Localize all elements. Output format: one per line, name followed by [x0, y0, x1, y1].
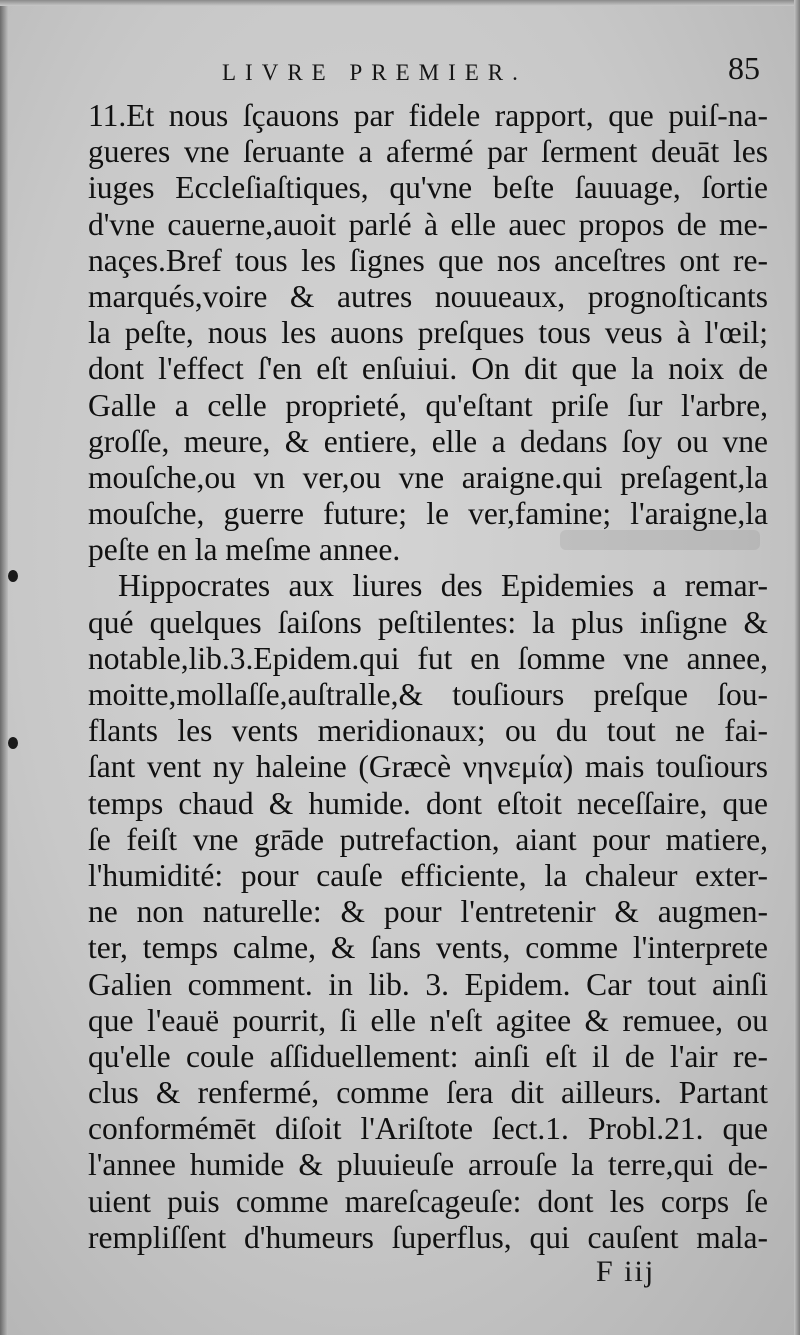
- text-line: peſte en la meſme annee.: [88, 532, 401, 568]
- text-line: naçes.Bref tous les ſignes que nos anceſtres ont re-: [88, 242, 768, 278]
- page-left-edge: [0, 0, 8, 1335]
- page-top-edge: [0, 0, 800, 6]
- text-line: ne non naturelle: & pour l'entretenir & augmen-: [88, 894, 768, 930]
- text-line: iuges Eccleſiaſtiques, qu'vne beſte ſauuage, ſortie: [88, 170, 768, 206]
- text-line: notable,lib.3.Epidem.qui fut en ſomme vne annee,: [88, 640, 768, 676]
- text-line: conformémēt diſoit l'Ariſtote ſect.1. Probl.21. que: [88, 1111, 768, 1147]
- text-line: moitte,mollaſſe,auſtralle,& touſiours preſque ſou-: [88, 677, 768, 712]
- running-title: LIVRE PREMIER.: [222, 60, 527, 85]
- text-line: que l'eauë pourrit, ſi elle n'eſt agitee & remuee, ou: [88, 1002, 768, 1038]
- text-line: qué quelques ſaiſons peſtilentes: la plus inſigne &: [88, 604, 768, 640]
- text-line: Galien comment. in lib. 3. Epidem. Car tout ainſi: [88, 966, 768, 1002]
- page-right-edge: [794, 0, 800, 1335]
- text-line: l'humidité: pour cauſe efficiente, la chaleur exter-: [88, 857, 768, 893]
- paragraph-start-line: Hippocrates aux liures des Epidemies a remar-: [118, 568, 768, 604]
- text-line: l'annee humide & pluuieuſe arrouſe la terre,qui de-: [88, 1147, 768, 1183]
- text-line: clus & renfermé, comme ſera dit ailleurs. Partant: [88, 1075, 768, 1111]
- text-line: flants les vents meridionaux; ou du tout ne fai-: [88, 713, 768, 749]
- text-line: marqués,voire & autres nouueaux, prognoſticants: [88, 278, 768, 314]
- text-line: Galle a celle proprieté, qu'eſtant priſe ſur l'arbre,: [88, 387, 768, 423]
- binding-hole: [8, 737, 18, 749]
- binding-hole: [8, 570, 18, 582]
- text-line: la peſte, nous les auons preſques tous veus à l'œil;: [88, 315, 768, 351]
- text-line: uient puis comme mareſcageuſe: dont les corps ſe: [88, 1183, 768, 1219]
- text-line: temps chaud & humide. dont eſtoit neceſſaire, que: [88, 785, 768, 821]
- body-text: [88, 98, 768, 1256]
- text-line: gueres vne ſeruante a afermé par ſerment deuāt les: [88, 134, 768, 170]
- text-line: ſant vent ny haleine (Græcè νηνεμία) mais touſiours: [88, 749, 768, 785]
- text-line: mouſche, guerre future; le ver,famine; l'araigne,la: [88, 496, 768, 532]
- text-line: ſe feiſt vne grāde putrefaction, aiant pour matiere,: [88, 821, 768, 857]
- text-line: qu'elle coule aſſiduellement: ainſi eſt il de l'air re-: [88, 1038, 768, 1074]
- text-line: d'vne cauerne,auoit parlé à elle auec propos de me-: [88, 206, 768, 242]
- text-line: mouſche,ou vn ver,ou vne araigne.qui preſagent,la: [88, 459, 768, 495]
- text-line: groſſe, meure, & entiere, elle a dedans ſoy ou vne: [88, 423, 768, 459]
- text-line: dont l'effect ſ'en eſt enſuiui. On dit que la noix de: [88, 351, 768, 387]
- page-number: 85: [728, 50, 760, 86]
- running-head: [100, 52, 760, 96]
- text-line: rempliſſent d'humeurs ſuperflus, qui cauſent mala-: [88, 1219, 768, 1255]
- text-line: ter, temps calme, & ſans vents, comme l'interprete: [88, 930, 768, 966]
- signature-mark: F iij: [596, 1255, 656, 1288]
- text-line: 11.Et nous ſçauons par fidele rapport, que puiſ-na-: [88, 98, 768, 133]
